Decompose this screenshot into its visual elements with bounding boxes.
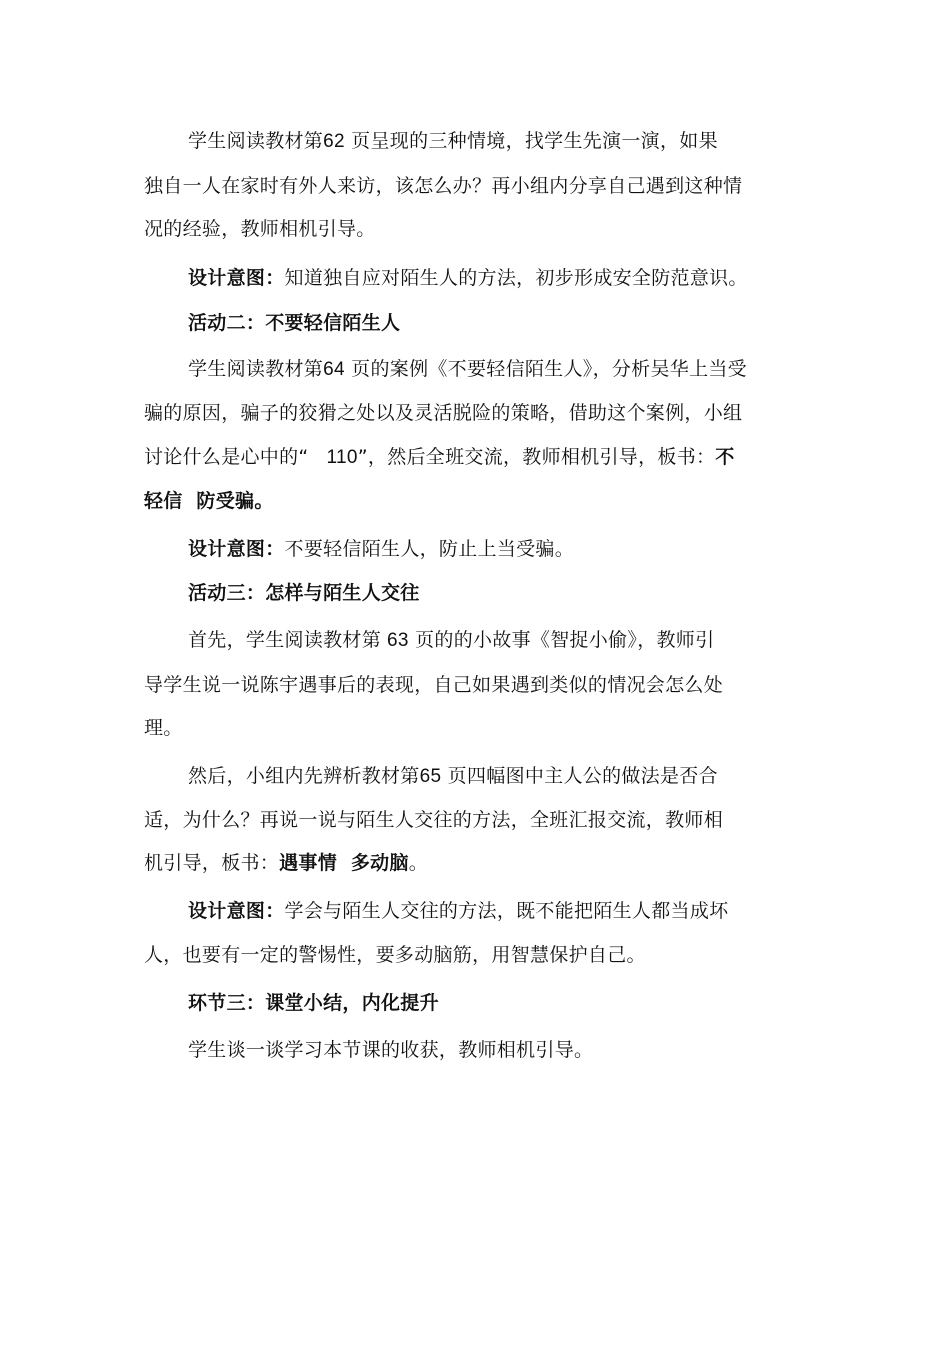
text: 页呈现的三种情境，找学生先演一演，如果 <box>344 130 718 152</box>
text: 讨论什么是心中的“ <box>144 446 309 468</box>
text: 首先，学生阅读教材第 <box>188 629 382 651</box>
text: 然后，小组内先辨析教材第 <box>188 765 420 787</box>
paragraph-3-line-2: 导学生说一说陈宇遇事后的表现，自己如果遇到类似的情况会怎么处 <box>144 674 724 696</box>
design-intent-2 <box>188 537 574 561</box>
activity-2-heading: 活动二：不要轻信陌生人 <box>188 312 401 334</box>
text: 机引导，板书： <box>144 852 280 874</box>
page-number: 62 <box>323 131 345 152</box>
text: 页的案例《不要轻信陌生人》，分析吴华上当受 <box>344 358 747 380</box>
text: 学生阅读教材第 <box>188 358 324 380</box>
page-number: 64 <box>323 359 345 380</box>
intent-label: 设计意图： <box>188 900 285 922</box>
design-intent-1 <box>188 266 748 290</box>
design-intent-3-line-1 <box>188 899 728 923</box>
paragraph-1-line-3: 况的经验，教师相机引导。 <box>144 218 376 240</box>
intent-label: 设计意图： <box>188 267 285 289</box>
text: 页四幅图中主人公的做法是否合 <box>441 765 718 787</box>
paragraph-5-line-1: 学生谈一谈学习本节课的收获，教师相机引导。 <box>188 1039 594 1061</box>
paragraph-3-line-1 <box>188 628 714 653</box>
intent-text: 不要轻信陌生人，防止上当受骗。 <box>284 538 575 560</box>
page-number: 65 <box>419 766 442 787</box>
text: 学生阅读教材第 <box>188 130 324 152</box>
paragraph-2-line-4: 轻信 防受骗。 <box>144 490 274 512</box>
intent-text: 知道独自应对陌生人的方法，初步形成安全防范意识。 <box>284 267 748 289</box>
intent-text: 学会与陌生人交往的方法，既不能把陌生人都当成坏 <box>284 900 729 922</box>
activity-3-heading: 活动三：怎样与陌生人交往 <box>188 582 420 604</box>
number: 110 <box>326 447 358 468</box>
text: 页的的小故事《智捉小偷》，教师引 <box>408 629 715 651</box>
design-intent-3-line-2: 人，也要有一定的警惕性，要多动脑筋，用智慧保护自己。 <box>144 944 646 966</box>
page-number: 63 <box>387 630 409 651</box>
paragraph-4-line-3 <box>144 851 428 875</box>
section-3-heading: 环节三：课堂小结，内化提升 <box>188 992 439 1014</box>
paragraph-3-line-3: 理。 <box>144 717 183 739</box>
board-writing: 遇事情 多动脑 <box>279 852 409 874</box>
intent-label: 设计意图： <box>188 538 285 560</box>
paragraph-4-line-2: 适，为什么？再说一说与陌生人交往的方法，全班汇报交流，教师相 <box>144 809 724 831</box>
paragraph-4-line-1 <box>188 764 718 789</box>
text: ”，然后全班交流，教师相机引导，板书： <box>357 446 716 468</box>
paragraph-1-line-2: 独自一人在家时有外人来访，该怎么办？再小组内分享自己遇到这种情 <box>144 175 743 197</box>
paragraph-2-line-1 <box>188 357 747 382</box>
paragraph-1-line-1 <box>188 129 718 154</box>
paragraph-2-line-2: 骗的原因，骗子的狡猾之处以及灵活脱险的策略，借助这个案例，小组 <box>144 402 743 424</box>
board-writing: 不 <box>715 446 735 468</box>
text: 。 <box>408 852 429 874</box>
paragraph-2-line-3 <box>144 445 735 470</box>
